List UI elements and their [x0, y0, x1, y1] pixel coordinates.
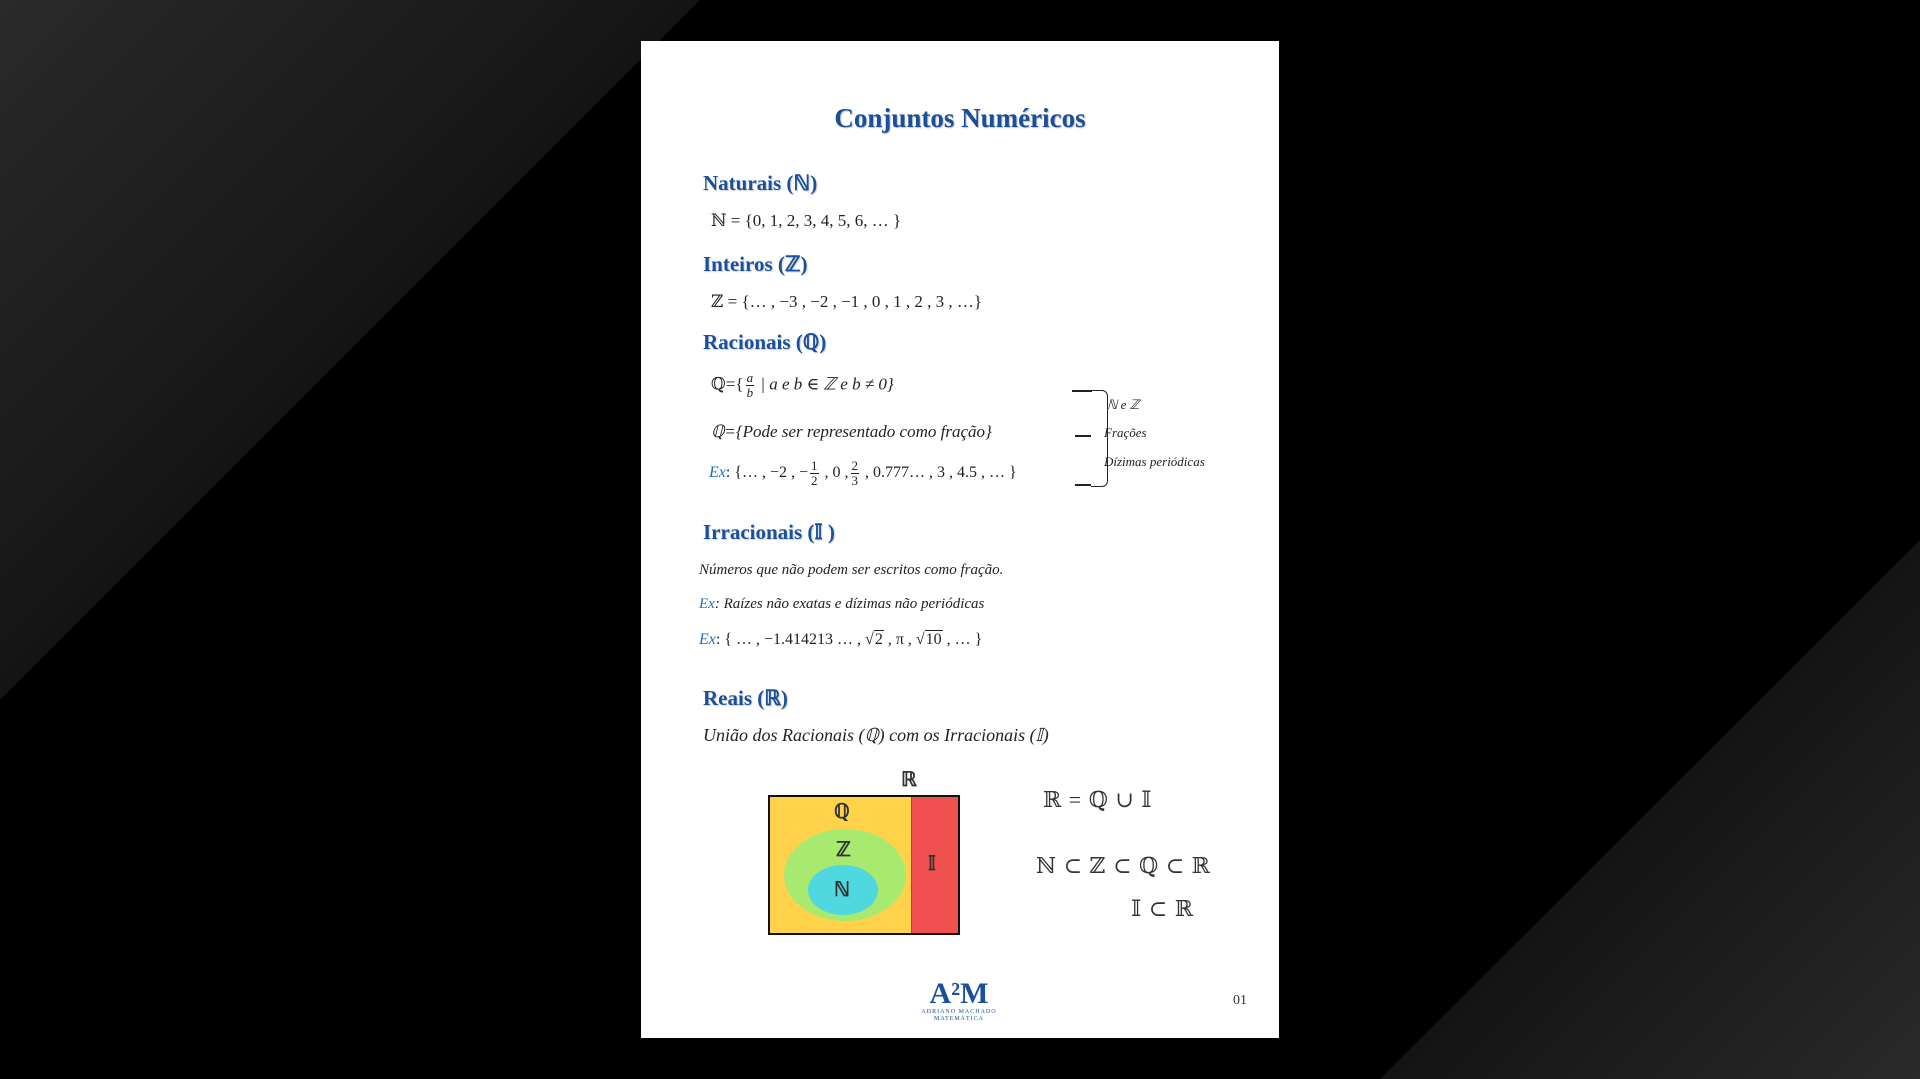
- def-racionais-2: ℚ={Pode ser representado como fração}: [711, 422, 992, 441]
- ex2-sqrt2: 10: [925, 631, 942, 648]
- desc-reais: União dos Racionais (ℚ) com os Irracionais (𝕀): [703, 725, 1049, 745]
- def1-suffix: | a e b ∈ ℤ e b ≠ 0}: [756, 374, 894, 394]
- def1-frac-den: b: [746, 385, 754, 400]
- ex-part2: , 0 ,: [820, 464, 849, 482]
- heading-racionais: Racionais (ℚ): [703, 330, 827, 354]
- note-nz: ℕ e ℤ: [1107, 397, 1140, 412]
- venn-label-q: ℚ: [834, 801, 850, 823]
- example-irracionais-1: [699, 596, 984, 613]
- document-page: [641, 41, 1279, 1038]
- logo: [921, 979, 997, 1021]
- ex-frac2-den: 3: [851, 473, 859, 488]
- ex-label: Ex: [709, 464, 726, 482]
- ex-frac1-den: 2: [811, 473, 818, 488]
- arrow-bottom: [1075, 484, 1091, 486]
- venn-label-r: ℝ: [901, 769, 917, 791]
- logo-sub2: MATEMÁTICA: [934, 1016, 984, 1022]
- heading-inteiros: Inteiros (ℤ): [703, 252, 808, 276]
- ex-frac2-num: 2: [851, 458, 859, 473]
- ex2-part2: , π , √: [883, 631, 925, 648]
- ex-part1: : {… , −2 , −: [725, 464, 809, 482]
- heading-reais: Reais (ℝ): [703, 686, 788, 710]
- arrow-middle: [1075, 435, 1091, 437]
- venn-label-z: ℤ: [836, 839, 851, 861]
- ex-frac1: [810, 459, 819, 488]
- set-naturais: ℕ = {0, 1, 2, 3, 4, 5, 6, … }: [711, 211, 902, 230]
- ex-part3: , 0.777… , 3 , 4.5 , … }: [861, 464, 1017, 482]
- example-irracionais-2: [699, 631, 982, 649]
- venn-label-i: 𝕀: [928, 853, 936, 875]
- set-inteiros: ℤ = {… , −3 , −2 , −1 , 0 , 1 , 2 , 3 , …}: [711, 292, 983, 311]
- logo-sub1: ADRIANO MACHADO: [921, 1009, 997, 1015]
- ex-frac2: [851, 459, 860, 488]
- relation-union: ℝ = ℚ ∪ 𝕀: [1043, 787, 1153, 812]
- ex1-text: : Raízes não exatas e dízimas não periódicas: [714, 596, 985, 612]
- def1-fraction: [746, 371, 755, 400]
- relation-chain: ℕ ⊂ ℤ ⊂ ℚ ⊂ ℝ: [1036, 853, 1211, 878]
- venn-diagram: [768, 795, 960, 935]
- page-number: 01: [1233, 993, 1247, 1008]
- ex2-sqrt1: 2: [874, 631, 883, 648]
- def-racionais-1: [711, 371, 894, 400]
- logo-mark: A²M: [929, 977, 989, 1010]
- note-dizimas: Dízimas periódicas: [1104, 454, 1205, 469]
- def1-prefix: ℚ={: [711, 374, 744, 394]
- note-fracoes: Frações: [1104, 425, 1147, 440]
- def1-frac-num: a: [746, 370, 754, 385]
- ex-label-irr-1: Ex: [699, 596, 715, 612]
- arrow-top: [1072, 390, 1092, 392]
- ex2-part1: : { … , −1.414213 … , √: [715, 631, 874, 648]
- ex-label-irr-2: Ex: [699, 631, 716, 648]
- page-title: Conjuntos Numéricos: [834, 103, 1086, 133]
- heading-naturais: Naturais (ℕ): [703, 171, 818, 195]
- desc-irracionais: Números que não podem ser escritos como fração.: [699, 562, 1004, 578]
- relation-irr-subset: 𝕀 ⊂ ℝ: [1131, 896, 1195, 921]
- example-racionais: [709, 459, 1017, 488]
- heading-irracionais: Irracionais (𝕀 ): [703, 520, 835, 544]
- venn-label-n: ℕ: [834, 879, 851, 901]
- ex-frac1-num: 1: [811, 458, 818, 473]
- ex2-part3: , … }: [942, 631, 983, 648]
